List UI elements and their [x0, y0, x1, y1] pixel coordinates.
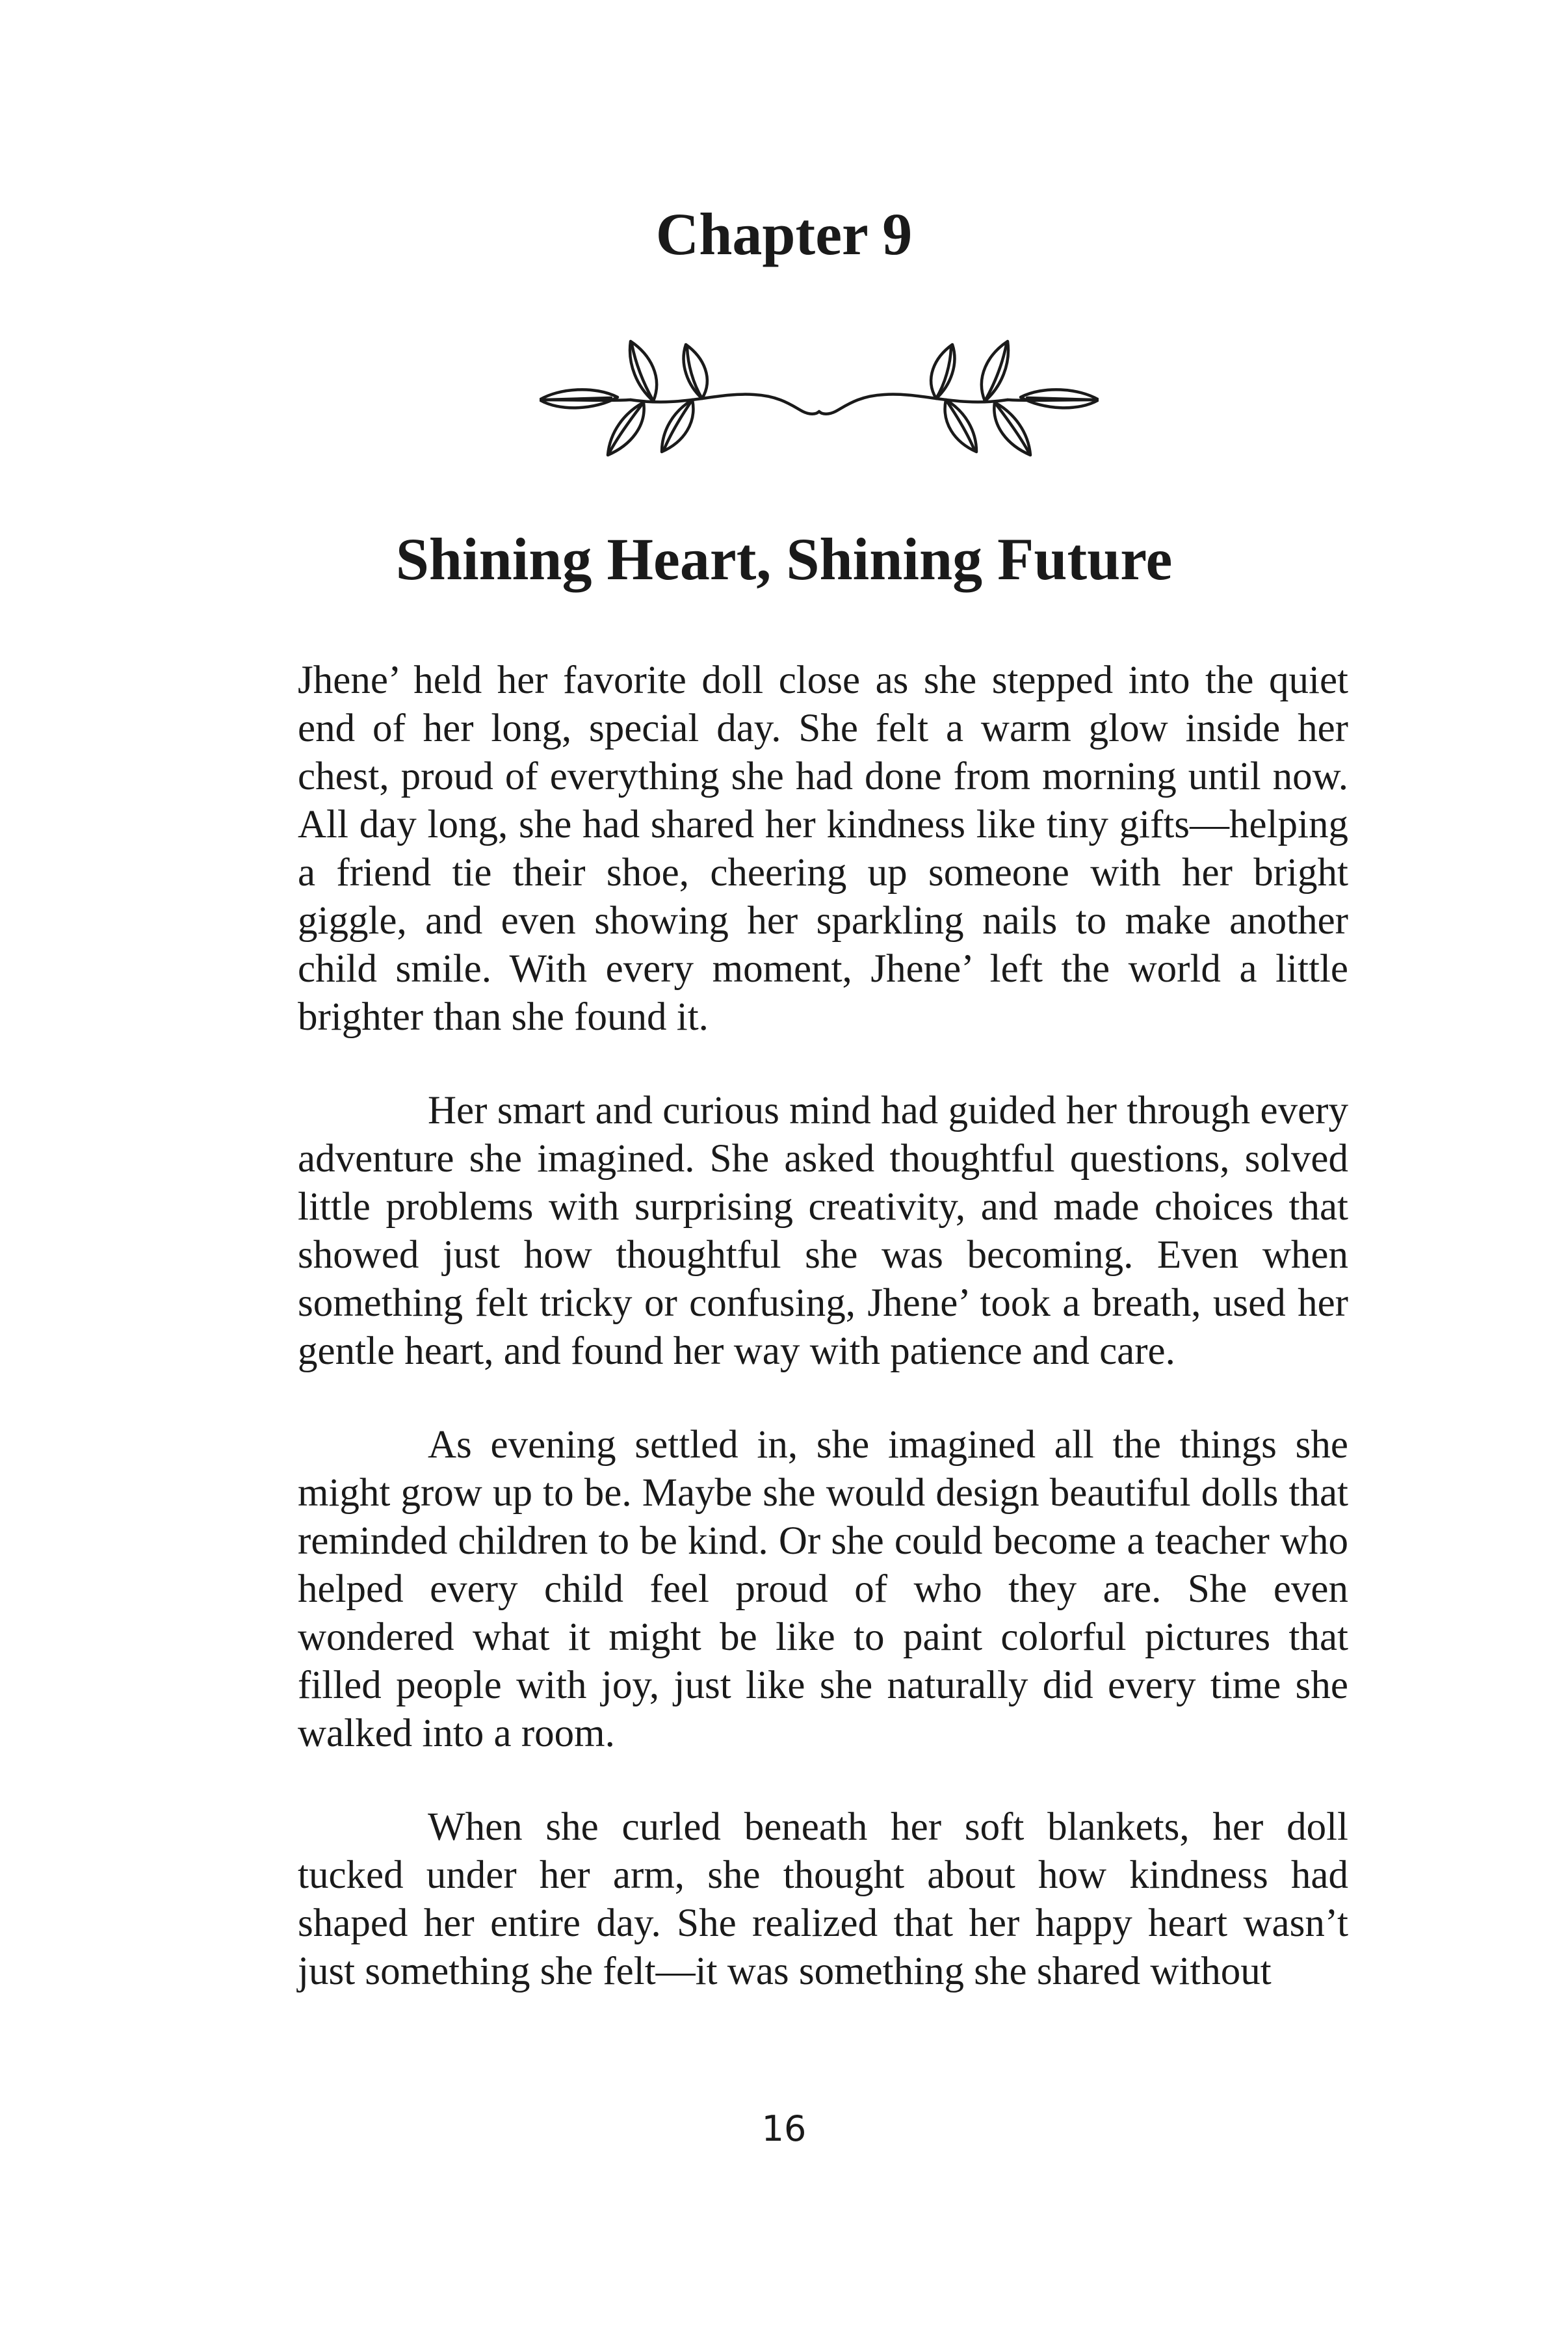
- paragraph-3: As evening settled in, she imagined all the things she might grow up to be. Maybe she would design beautiful dolls that reminded children to be kind. Or she could become a teacher who helped every child feel proud of who they are. She even wondered what it might be like to paint colorful pictures that filled people with joy, just like she naturally did every time she walked into a room.: [298, 1423, 1348, 1755]
- leaf-vine-divider-icon: [540, 335, 1099, 462]
- chapter-title: Shining Heart, Shining Future: [395, 526, 1173, 592]
- page-number: 16: [761, 2108, 807, 2149]
- chapter-body: [298, 657, 1348, 2041]
- paragraph-1: Jhene’ held her favorite doll close as she stepped into the quiet end of her long, special day. She felt a warm glow inside her chest, proud of everything she had done from morning until now. All day long, she had shared her kindness like tiny gifts—helping a friend tie their shoe, cheering up someone with her bright giggle, and even showing her sparkling nails to make another child smile. With every moment, Jhene’ left the world a little brighter than she found it.: [298, 659, 1348, 1039]
- paragraph-4: When she curled beneath her soft blankets, her doll tucked under her arm, she thought about how kindness had shaped her entire day. She realized that her happy heart wasn’t just something she felt—it was something she shared without: [298, 1805, 1348, 1993]
- paragraph-2: Her smart and curious mind had guided her through every adventure she imagined. She asked thoughtful questions, solved little problems with surprising creativity, and made choices that showed just how thoughtful she was becoming. Even when something felt tricky or confusing, Jhene’ took a breath, used her gentle heart, and found her way with patience and care.: [298, 1089, 1348, 1373]
- chapter-heading: Chapter 9: [655, 201, 913, 267]
